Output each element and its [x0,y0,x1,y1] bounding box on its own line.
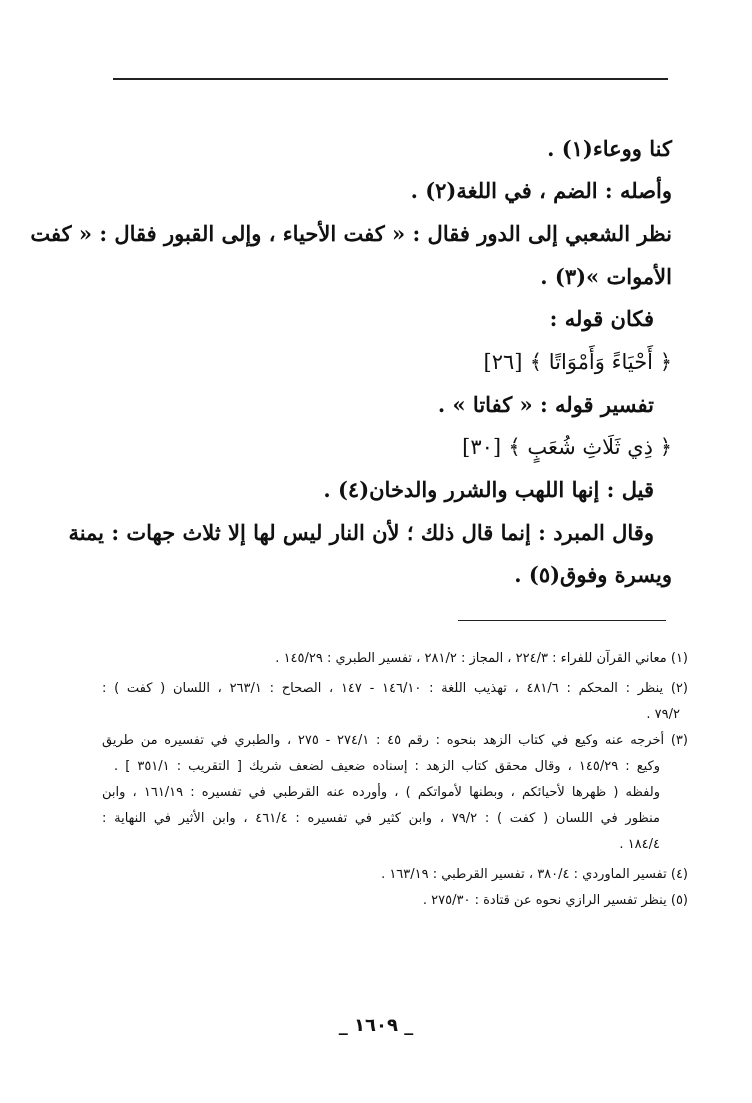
footnote: (٢) ينظر : المحكم : ٤٨١/٦ ، تهذيب اللغة : ١٤٦/١٠ - ١٤٧ ، الصحاح : ٢٦٣/١ ، اللسان ( كفت ) : [102,681,688,696]
footnote: (٣) أخرجه عنه وكيع في كتاب الزهد بنحوه : رقم ٤٥ : ٢٧٤/١ - ٢٧٥ ، والطبري في تفسيره من طريق [102,733,688,748]
text-line: وأصله : الضم ، في اللغة(٢) . [410,178,672,203]
footnote: (١) معاني القرآن للفراء : ٢٢٤/٣ ، المجاز : ٢٨١/٢ ، تفسير الطبري : ١٤٥/٢٩ . [275,651,688,666]
verse-reference: [٣٠] [462,435,502,459]
text-line: نظر الشعبي إلى الدور فقال : « كفت الأحياء ، وإلى القبور فقال : « كفت [30,221,672,246]
footnote-separator [458,620,666,621]
footnote-continuation: ١٨٤/٤ . [619,837,660,852]
text-line: فكان قوله : [549,306,654,331]
text-line: قيل : إنها اللهب والشرر والدخان(٤) . [323,477,654,502]
footnote-continuation: ولفظه ( ظهرها لأحيائكم ، وبطنها لأمواتكم ) ، وأورده عنه القرطبي في تفسيره : ١٦١/١٩ ، وابن [102,785,660,800]
verse-text: ﴿ أَحْيَاءً وَأَمْوَاتًا ﴾ [529,350,672,374]
footnote-continuation: منظور في اللسان ( كفت ) : ٧٩/٢ ، وابن كثير في تفسيره : ٤٦١/٤ ، وابن الأثير في النهاية : [102,811,660,826]
header-rule [113,78,668,80]
text-line: وقال المبرد : إنما قال ذلك ؛ لأن النار ليس لها إلا ثلاث جهات : يمنة [68,520,654,545]
footnote: (٥) ينظر تفسير الرازي نحوه عن قتادة : ٢٧٥/٣٠ . [422,893,688,908]
text-line: ويسرة وفوق(٥) . [514,562,672,587]
footnote: (٤) تفسير الماوردي : ٣٨٠/٤ ، تفسير القرطبي : ١٦٣/١٩ . [381,867,688,882]
page-number: _ ١٦٠٩ _ [338,1015,414,1036]
footnote-continuation: وكيع : ١٤٥/٢٩ ، وقال محقق كتاب الزهد : إسناده ضعيف لضعف شريك [ التقريب : ٣٥١/١ ] . [114,759,661,774]
verse-text: ﴿ ذِي ثَلَاثِ شُعَبٍ ﴾ [508,435,672,459]
text-line: الأموات »(٣) . [540,264,672,289]
quran-verse [462,426,672,468]
quran-verse [484,341,673,383]
text-line: تفسير قوله : « كفاتا » . [437,392,654,417]
text-line: كنا ووعاء(١) . [547,136,672,161]
footnote-continuation: ٧٩/٢ . [646,707,680,722]
verse-reference: [٢٦] [483,350,523,374]
